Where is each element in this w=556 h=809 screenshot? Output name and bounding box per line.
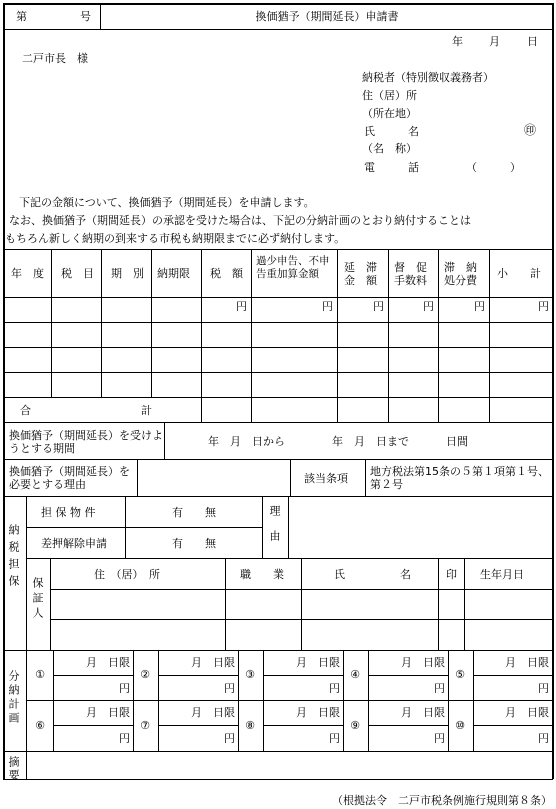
yen-unit-demand: 円	[423, 300, 434, 313]
seal-mark: ㊞	[524, 123, 537, 137]
col-tax-amount: 税 額	[210, 267, 243, 280]
col-disposition-cost: 滞 納処分費	[444, 261, 477, 287]
installment-yen-10: 円	[538, 732, 549, 745]
installment-no-7: ⑦	[140, 719, 150, 732]
page-title: 換価猶予（期間延長）申請書	[255, 10, 399, 23]
installment-date-5: 月 日限	[505, 656, 549, 669]
yen-unit-penalty: 円	[322, 300, 333, 313]
installment-yen-1: 円	[119, 682, 130, 695]
body-line-2: なお、換価猶予（期間延長）の承認を受けた場合は、下記の分納計画のとおり納付することは	[9, 214, 471, 227]
guarantor-col-address: 住 （居） 所	[94, 568, 160, 581]
col-due-date: 納期限	[157, 267, 190, 280]
article-text: 地方税法第15条の５第１項第１号、第２号	[370, 465, 549, 491]
guarantor-col-name: 氏 名	[334, 568, 411, 581]
installment-no-10: ⑩	[455, 719, 465, 732]
guarantor-col-birthdate: 生年月日	[480, 568, 524, 581]
yen-unit-late: 円	[373, 300, 384, 313]
reason-label: 換価猶予（期間延長）を必要とする理由	[9, 465, 130, 491]
collateral-item: 担 保 物 件	[41, 506, 96, 519]
body-line-3: もちろん新しく納期の到来する市税も納期限までに必ず納付します。	[5, 232, 346, 245]
number-label: 第	[16, 10, 27, 23]
installment-no-1: ①	[35, 668, 45, 681]
guarantor-label: 保証人	[31, 577, 44, 622]
tel-paren: （ ）	[466, 161, 521, 174]
installment-date-4: 月 日限	[401, 656, 445, 669]
location-label: （所在地）	[362, 107, 417, 120]
collateral-side-label: 納税担保	[7, 524, 20, 592]
period-to: 年 月 日まで	[332, 435, 409, 448]
installment-yen-4: 円	[434, 682, 445, 695]
installment-yen-6: 円	[119, 732, 130, 745]
installment-yen-2: 円	[224, 682, 235, 695]
installment-no-3: ③	[245, 668, 255, 681]
col-period: 期 別	[111, 267, 144, 280]
body-line-1: 下記の金額について、換価猶予（期間延長）を申請します。	[19, 196, 315, 209]
installment-date-1: 月 日限	[86, 656, 130, 669]
installment-no-9: ⑨	[350, 719, 360, 732]
installment-no-8: ⑧	[245, 719, 255, 732]
release-option: 有 無	[172, 537, 216, 550]
tel-label: 電 話	[364, 161, 419, 174]
installment-yen-7: 円	[224, 732, 235, 745]
installment-no-5: ⑤	[455, 668, 465, 681]
date-month: 月	[489, 35, 500, 48]
col-fiscal-year: 年 度	[11, 267, 44, 280]
installment-date-3: 月 日限	[296, 656, 340, 669]
col-subtotal: 小 計	[497, 267, 541, 280]
footer-legal-basis: （根拠法令 二戸市税条例施行規則第８条）	[332, 794, 552, 807]
guarantor-col-occupation: 職 業	[240, 568, 284, 581]
total-label: 合 計	[20, 404, 152, 417]
installment-date-9: 月 日限	[401, 706, 445, 719]
yen-unit-tax: 円	[236, 300, 247, 313]
yen-unit-subtotal: 円	[538, 300, 549, 313]
col-demand-fee: 督 促手数料	[394, 261, 427, 287]
installment-date-7: 月 日限	[191, 706, 235, 719]
period-label: 換価猶予（期間延長）を受けようとする期間	[9, 429, 163, 455]
installment-date-2: 月 日限	[191, 656, 235, 669]
installment-no-6: ⑥	[35, 719, 45, 732]
collateral-reason-label: 理由	[268, 505, 281, 555]
name-label: 氏 名	[364, 125, 419, 138]
addressee: 二戸市長 様	[22, 52, 88, 65]
applicant-heading: 納税者（特別徴収義務者）	[362, 71, 494, 84]
col-penalty-amount: 過少申告、不申告重加算金額	[256, 255, 330, 280]
installment-no-4: ④	[350, 668, 360, 681]
yen-unit-disposition: 円	[474, 300, 485, 313]
col-tax-item: 税 目	[61, 267, 94, 280]
installment-side-label: 分納計画	[7, 670, 20, 726]
address-label: 住（居）所	[362, 89, 417, 102]
col-late-fee: 延 滞金 額	[344, 261, 377, 287]
date-day: 日	[527, 35, 538, 48]
period-days: 日間	[446, 435, 468, 448]
installment-yen-5: 円	[538, 682, 549, 695]
collateral-option: 有 無	[172, 506, 216, 519]
remarks-label: 摘要	[7, 756, 20, 782]
installment-yen-9: 円	[434, 732, 445, 745]
seizure-release-request: 差押解除申請	[41, 537, 107, 550]
installment-no-2: ②	[140, 668, 150, 681]
name-label-2: （名 称）	[362, 142, 417, 155]
period-from: 年 月 日から	[208, 435, 285, 448]
installment-yen-8: 円	[329, 732, 340, 745]
installment-yen-3: 円	[329, 682, 340, 695]
installment-date-8: 月 日限	[296, 706, 340, 719]
article-label: 該当条項	[304, 472, 348, 485]
number-suffix: 号	[80, 10, 91, 23]
installment-date-6: 月 日限	[86, 706, 130, 719]
guarantor-col-seal: 印	[446, 568, 457, 581]
installment-date-10: 月 日限	[505, 706, 549, 719]
date-year: 年	[452, 35, 463, 48]
